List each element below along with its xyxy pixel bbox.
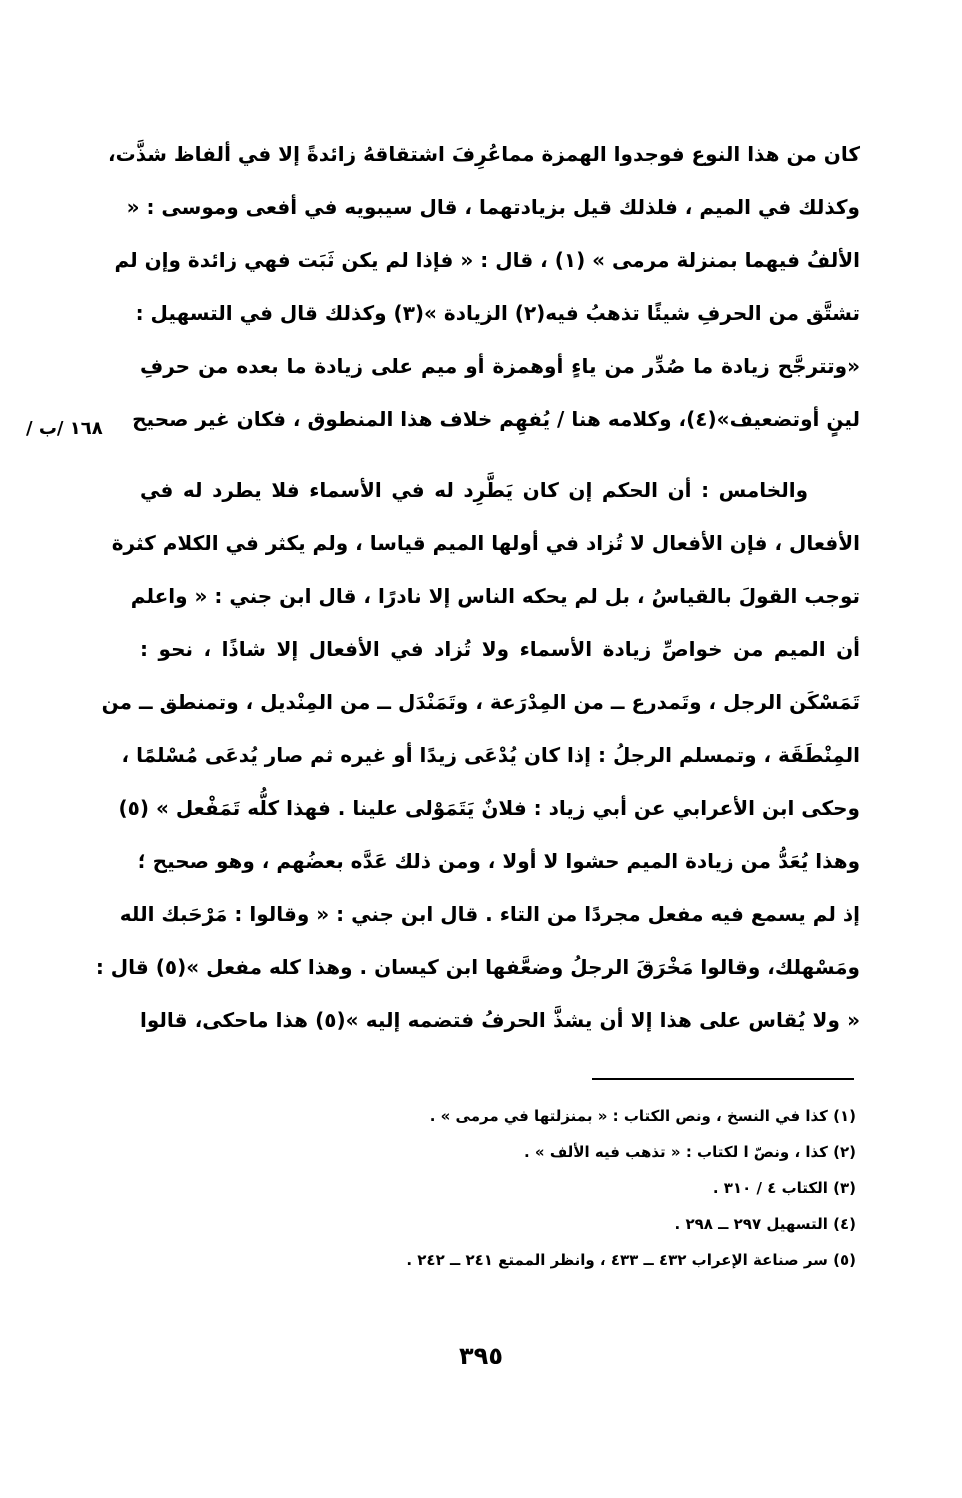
page-number: ٣٩٥ — [459, 1342, 503, 1370]
paragraph-2 — [95, 464, 860, 1047]
footnotes — [300, 1098, 856, 1278]
footnote: (٣) الكتاب ٤ / ٣١٠ . — [712, 1179, 856, 1197]
text-line: تَمَسْكَن الرجل ، وتَمدرع ــ من المِدْرَعة ، وتَمَنْدَل ــ من المِنْديل ، وتمنطق ــ من — [101, 690, 860, 714]
text-line: لينٍ أوتضعيف»(٤)، وكلامه هنا / يُفهِم خلاف هذا المنطوق ، فكان غير صحيح — [132, 407, 860, 431]
footnote: (٢) كذا ، ونصّ ا لكتاب : « تذهب فيه الألف » . — [523, 1143, 856, 1161]
footnote: (١) كذا في النسخ ، ونص الكتاب : « بمنزلتها في مرمى » . — [429, 1107, 856, 1125]
footnote: (٤) التسهيل ٢٩٧ ــ ٢٩٨ . — [674, 1215, 856, 1233]
text-line: الألفُ فيهما بمنزلة مرمى » (١) ، قال : « فإذا لم يكن ثَبَت فهي زائدة وإن لم — [114, 248, 860, 272]
text-line: توجب القولَ بالقياسُ ، بل لم يحكه الناس إلا نادرًا ، قال ابن جني : « واعلم — [130, 584, 860, 608]
text-line: وهذا يُعَدُّ من زيادة الميم حشوا لا أولا ، ومن ذلك عَدَّه بعضُهم ، وهو صحيح ؛ — [137, 849, 860, 873]
paragraph-1 — [108, 128, 860, 446]
text-line: المِنْطَقَة ، وتمسلم الرجلُ : إذا كان يُدْعَى زيدًا أو غيره ثم صار يُدعَى مُسْلمًا ، — [121, 743, 860, 767]
text-line: أن الميم من خواصِّ زيادة الأسماء ولا تُزاد في الأفعال إلا شاذًا ، نحو : — [140, 637, 860, 661]
text-line: وكذلك في الميم ، فلذلك قيل بزيادتهما ، قال سيبويه في أفعى وموسى : « — [126, 195, 860, 219]
text-line: ومَسْهلك، وقالوا مَخْرَقَ الرجلُ وضعَّفها ابن كيسان . وهذا كله مفعل »(٥) قال : — [95, 955, 860, 979]
text-line: إذ لم يسمع فيه مفعل مجردًا من التاء . قال ابن جني : « وقالوا : مَرْحَبك الله — [119, 902, 860, 926]
text-line: الأفعال ، فإن الأفعال لا تُزاد في أولها الميم قياسا ، ولم يكثر في الكلام كثرة — [111, 531, 860, 555]
text-line: «وتترجَّح زيادة ما صُدِّر من ياءٍ أوهمزة أو ميم على زيادة ما بعده من حرفِ — [140, 354, 860, 378]
manuscript-folio-marker: ١٦٨ /ب / — [26, 418, 103, 439]
text-line: والخامس : أن الحكم إن كان يَطَّرِد له في الأسماء فلا يطرد له في — [140, 478, 808, 502]
footnote: (٥) سر صناعة الإعراب ٤٣٢ ــ ٤٣٣ ، وانظر الممتع ٢٤١ ــ ٢٤٢ . — [406, 1251, 856, 1269]
footnote-separator — [592, 1078, 854, 1080]
text-line: تشتَّق من الحرفِ شيئًا تذهبُ فيه(٢) الزيادة »(٣) وكذلك قال في التسهيل : — [135, 301, 860, 325]
text-line: كان من هذا النوع فوجدوا الهمزة مماعُرِفَ اشتقاقهُ زائدةً إلا في ألفاظ شذَّت، — [108, 142, 860, 166]
text-line: « ولا يُقاس على هذا إلا أن يشذَّ الحرفُ فتضمه إليه »(٥) هذا ماحكى، قالوا — [140, 1008, 860, 1032]
text-line: وحكى ابن الأعرابي عن أبي زياد : فلانٌ يَتَمَوْلى علينا . فهذا كلُّه تَمَفْعل » (٥) — [118, 796, 860, 820]
